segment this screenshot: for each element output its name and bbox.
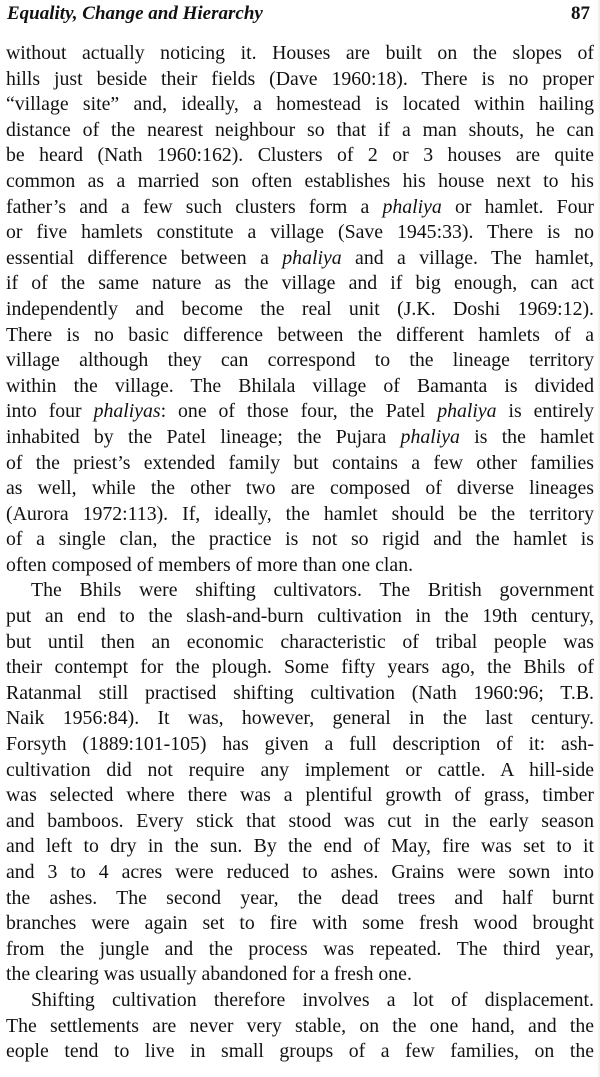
text-line: the ashes. The second year, the dead trees and half burnt xyxy=(6,886,594,909)
text-line: or five hamlets constitute a village (Save 1945:33). There is no xyxy=(6,221,594,244)
text-line: and 3 to 4 acres were reduced to ashes. Grains were sown into xyxy=(6,861,594,883)
text-line: essential difference between a phaliya and a village. The hamlet, xyxy=(6,246,594,269)
text-line: Naik 1956:84). It was, however, general in the last century. xyxy=(6,707,594,730)
text-line: distance of the nearest neighbour so that if a man shouts, he can xyxy=(6,118,594,141)
text-line: Forsyth (1889:101-105) has given a full description of it: ash- xyxy=(6,733,594,756)
italic-term: phaliya xyxy=(437,400,497,423)
page-number: 87 xyxy=(571,3,590,24)
text-line: but until then an economic characteristic of tribal people was xyxy=(6,630,594,653)
text-line: village although they can correspond to the lineage territory xyxy=(6,349,594,372)
text-line: (Aurora 1972:113). If, ideally, the hamlet should be the territory xyxy=(6,502,594,525)
running-header xyxy=(7,3,590,27)
paragraph-settlement xyxy=(6,41,594,578)
text-line: “village site” and, ideally, a homestead is located within hailing xyxy=(6,93,594,116)
text-line: be heard (Nath 1960:162). Clusters of 2 or 3 houses are quite xyxy=(6,144,594,167)
text-line: within the village. The Bhilala village of Bamanta is divided xyxy=(6,374,594,397)
text-line: their contempt for the plough. Some fifty years ago, the Bhils of xyxy=(6,656,594,679)
text-line: and left to dry in the sun. By the end of May, fire was set to it xyxy=(6,835,594,858)
text-line: independently and become the real unit (J.K. Doshi 1969:12). xyxy=(6,297,594,320)
paragraph-displacement xyxy=(6,988,594,1065)
text-line: from the jungle and the process was repeated. The third year, xyxy=(6,937,594,960)
text-line: without actually noticing it. Houses are built on the slopes of xyxy=(6,42,594,64)
running-title: Equality, Change and Hierarchy xyxy=(7,3,263,24)
text-line: eople tend to live in small groups of a few families, on the xyxy=(6,1040,594,1063)
text-line: as well, while the other two are composed of diverse lineages xyxy=(6,477,594,500)
text-line: Shifting cultivation therefore involves a lot of displacement. xyxy=(31,988,594,1011)
text-line: There is no basic difference between the different hamlets of a xyxy=(6,323,594,346)
text-line: put an end to the slash-and-burn cultivation in the 19th century, xyxy=(6,605,594,628)
body-text xyxy=(6,41,594,1065)
text-line: inhabited by the Patel lineage; the Pujara phaliya is the hamlet xyxy=(6,425,594,448)
text-line: if of the same nature as the village and if big enough, can act xyxy=(6,272,594,295)
italic-term: phaliya xyxy=(382,195,442,218)
text-line: often composed of members of more than one clan. xyxy=(6,553,414,576)
text-line: the clearing was usually abandoned for a fresh one. xyxy=(6,963,412,986)
text-line: and bamboos. Every stick that stood was cut in the early season xyxy=(6,809,594,832)
text-line: of a single clan, the practice is not so rigid and the hamlet is xyxy=(6,528,594,551)
paragraph-shifting-cultivation xyxy=(6,578,594,988)
text-line: cultivation did not require any implement or cattle. A hill-side xyxy=(6,758,594,781)
text-line: The Bhils were shifting cultivators. The British government xyxy=(31,579,594,602)
text-line: The settlements are never very stable, on the one hand, and the xyxy=(6,1014,594,1037)
text-line: of the priest’s extended family but contains a few other families xyxy=(6,451,594,474)
italic-term: phaliyas xyxy=(93,400,161,423)
text-line: common as a married son often establishes his house next to his xyxy=(6,169,594,192)
text-line: hills just beside their fields (Dave 1960:18). There is no proper xyxy=(6,67,594,90)
text-line: branches were again set to fire with some fresh wood brought xyxy=(6,912,594,935)
text-line: was selected where there was a plentiful growth of grass, timber xyxy=(6,784,594,807)
text-line: father’s and a few such clusters form a phaliya or hamlet. Four xyxy=(6,195,594,218)
text-line: Ratanmal still practised shifting cultivation (Nath 1960:96; T.B. xyxy=(6,681,594,704)
text-line: into four phaliyas: one of those four, the Patel phaliya is entirely xyxy=(6,400,594,423)
italic-term: phaliya xyxy=(400,425,460,448)
italic-term: phaliya xyxy=(282,246,342,269)
